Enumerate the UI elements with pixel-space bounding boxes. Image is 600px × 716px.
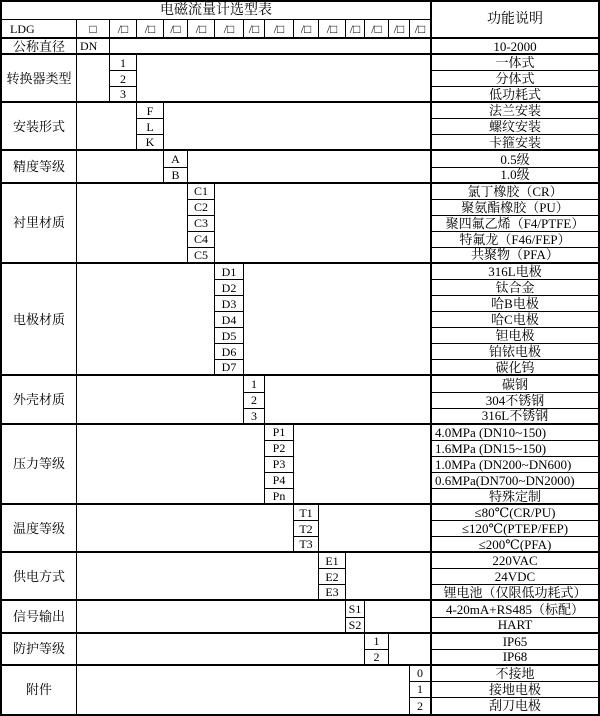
desc-cell: IP68 [432, 650, 598, 666]
code-cell: 1 [110, 55, 137, 71]
spacer-cell [77, 103, 137, 151]
desc-cell: ≤80℃(CR/PU) [432, 505, 598, 521]
code-cell: C3 [188, 216, 215, 232]
desc-cell: 聚氨酯橡胶（PU） [432, 200, 598, 216]
desc-cell: 特氟龙（F46/FEP） [432, 232, 598, 248]
desc-cell: 法兰安装 [432, 103, 598, 119]
desc-cell: 氯丁橡胶（CR） [432, 184, 598, 200]
desc-cell: 1.0MPa (DN200~DN600) [432, 457, 598, 473]
desc-cell: 不接地 [432, 666, 598, 682]
code-cell: 1 [244, 376, 265, 392]
code-slash-box: /□ [410, 20, 432, 39]
code-cell: 3 [244, 409, 265, 425]
code-slash-box: /□ [137, 20, 164, 39]
code-cell: C2 [188, 200, 215, 216]
group-label: 公称直径 [2, 39, 77, 55]
desc-cell: 4-20mA+RS485（标配） [432, 601, 598, 617]
group-label: 温度等级 [2, 505, 77, 553]
spacer-cell [77, 634, 365, 666]
spacer-cell [77, 55, 110, 103]
spacer-cell [389, 634, 432, 666]
desc-cell: 特殊定制 [432, 489, 598, 505]
code-slash-box: /□ [188, 20, 215, 39]
code-slash-box: /□ [319, 20, 346, 39]
spacer-cell [319, 505, 432, 553]
group-label: 精度等级 [2, 151, 77, 183]
group-label: 附件 [2, 666, 77, 714]
group-label: 衬里材质 [2, 184, 77, 264]
spacer-cell [365, 601, 432, 633]
code-cell: A [164, 151, 188, 167]
group-label: 电极材质 [2, 264, 77, 377]
spacer-cell [77, 264, 215, 377]
code-cell: 2 [244, 393, 265, 409]
desc-cell: 卡箍安装 [432, 135, 598, 151]
code-cell: Pn [265, 489, 294, 505]
spacer-cell [215, 184, 432, 264]
desc-cell: 4.0MPa (DN10~150) [432, 425, 598, 441]
desc-cell: HART [432, 618, 598, 634]
code-cell: F [137, 103, 164, 119]
code-box: □ [77, 20, 110, 39]
code-cell: 0 [410, 666, 432, 682]
desc-cell: 刮刀电极 [488, 698, 541, 714]
code-cell: 2 [410, 698, 432, 714]
code-cell: C5 [188, 248, 215, 264]
desc-cell: 哈C电极 [432, 312, 598, 328]
code-cell: C4 [188, 232, 215, 248]
code-cell: E2 [319, 569, 346, 585]
code-slash-box: /□ [294, 20, 319, 39]
code-cell: S1 [346, 601, 365, 617]
code-cell: DN [77, 39, 110, 55]
spacer-cell [77, 151, 164, 183]
code-cell: D3 [215, 296, 244, 312]
group-label: 转换器类型 [2, 55, 77, 103]
code-cell: 1 [410, 682, 432, 698]
desc-cell: 钛合金 [432, 280, 598, 296]
code-cell: K [137, 135, 164, 151]
group-label: 安装形式 [2, 103, 77, 151]
code-slash-box: /□ [215, 20, 244, 39]
desc-cell: 316L不锈钢 [432, 409, 598, 425]
code-slash-box: /□ [244, 20, 265, 39]
code-cell: P4 [265, 473, 294, 489]
desc-cell: 1.6MPa (DN15~150) [432, 441, 598, 457]
desc-cell: 锂电池（仅限低功耗式） [432, 585, 598, 601]
code-cell: E1 [319, 553, 346, 569]
desc-cell: 哈B电极 [432, 296, 598, 312]
desc-cell: 一体式 [432, 55, 598, 71]
code-cell: T3 [294, 537, 319, 553]
code-cell: P3 [265, 457, 294, 473]
spacer-cell [265, 376, 432, 424]
table-title: 电磁流量计选型表 [2, 2, 432, 20]
desc-cell: ≤120℃(PTEP/FEP) [432, 521, 598, 537]
group-label: 压力等级 [2, 425, 77, 505]
spacer-cell [346, 553, 432, 601]
spacer-cell [77, 505, 294, 553]
code-cell: 2 [365, 650, 389, 666]
code-slash-box: /□ [389, 20, 410, 39]
code-cell: 1 [365, 634, 389, 650]
desc-cell: 220VAC [432, 553, 598, 569]
spacer-cell [77, 376, 244, 424]
code-slash-box: /□ [346, 20, 365, 39]
desc-cell: 钽电极 [432, 328, 598, 344]
desc-cell: 316L电极 [432, 264, 598, 280]
desc-cell: 分体式 [432, 71, 598, 87]
function-column-header: 功能说明 [432, 2, 598, 39]
spacer-cell [77, 425, 265, 505]
spacer-cell [110, 39, 432, 55]
spacer-cell [77, 601, 346, 633]
desc-cell: 铂铱电极 [432, 344, 598, 360]
code-cell: 2 [110, 71, 137, 87]
code-cell: L [137, 119, 164, 135]
desc-cell: 304不锈钢 [432, 393, 598, 409]
code-slash-box: /□ [365, 20, 389, 39]
group-label: 防护等级 [2, 634, 77, 666]
code-cell: D1 [215, 264, 244, 280]
desc-cell: 10-2000 [432, 39, 598, 55]
code-slash-box: /□ [164, 20, 188, 39]
code-cell: B [164, 168, 188, 184]
group-label: 外壳材质 [2, 376, 77, 424]
desc-cell: 共聚物（PFA） [432, 248, 598, 264]
spacer-cell [77, 553, 319, 601]
code-slash-box: /□ [110, 20, 137, 39]
model-prefix: LDG [2, 20, 77, 39]
desc-cell: 碳化钨 [432, 360, 598, 376]
group-label: 供电方式 [2, 553, 77, 601]
code-cell: C1 [188, 184, 215, 200]
code-cell: D4 [215, 312, 244, 328]
desc-cell: 碳钢 [432, 376, 598, 392]
code-slash-box: /□ [265, 20, 294, 39]
desc-cell: 1.0级 [432, 168, 598, 184]
spacer-cell [188, 151, 432, 183]
desc-cell: 0.6MPa(DN700~DN2000) [432, 473, 598, 489]
desc-cell: 聚四氟乙烯（F4/PTFE） [432, 216, 598, 232]
desc-cell: 接地电极 [432, 682, 598, 698]
desc-cell: IP65 [432, 634, 598, 650]
desc-cell: 24VDC [432, 569, 598, 585]
code-cell: D7 [215, 360, 244, 376]
spacer-cell [294, 425, 432, 505]
code-cell: S2 [346, 618, 365, 634]
code-cell: D5 [215, 328, 244, 344]
code-cell: 3 [110, 87, 137, 103]
code-cell: D6 [215, 344, 244, 360]
code-cell: P1 [265, 425, 294, 441]
spacer-cell [77, 184, 188, 264]
group-label: 信号输出 [2, 601, 77, 633]
spacer-cell [164, 103, 432, 151]
desc-cell: 螺纹安装 [432, 119, 598, 135]
code-cell: P2 [265, 441, 294, 457]
desc-cell: 0.5级 [432, 151, 598, 167]
code-cell: T1 [294, 505, 319, 521]
code-cell: E3 [319, 585, 346, 601]
spacer-cell [77, 666, 410, 714]
code-cell: T2 [294, 521, 319, 537]
desc-cell: 低功耗式 [432, 87, 598, 103]
desc-cell: ≤200℃(PFA) [432, 537, 598, 553]
code-cell: D2 [215, 280, 244, 296]
spacer-cell [244, 264, 432, 377]
spacer-cell [137, 55, 432, 103]
